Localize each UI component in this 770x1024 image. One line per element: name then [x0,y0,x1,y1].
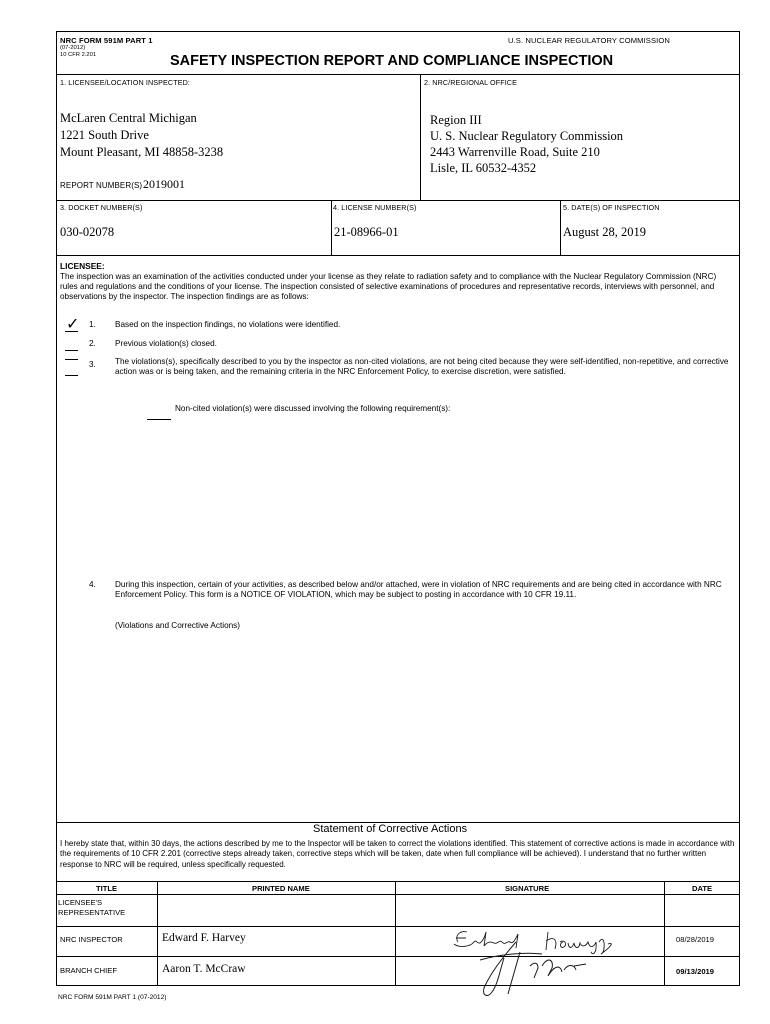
branch-chief-signature [470,936,610,1007]
inspection-intro: The inspection was an examination of the activities conducted under your license as they relate to radiation safety and to compliance with the Nuclear Regulatory Commission (NRC) rules and regulations and the conditions of your license. The inspection consisted of selective examinations of procedures and representative records, interviews with personnel, and observations by the inspector. The inspection findings are as follows: [60,272,717,302]
col-header-signature: SIGNATURE [505,884,550,893]
docket-value: 030-02078 [60,225,115,239]
row-2-date: 08/28/2019 [676,935,715,944]
item-3-number: 3. [89,360,96,369]
row-2-name: Edward F. Harvey [162,932,246,944]
licensee-location-label: 1. LICENSEE/LOCATION INSPECTED: [60,78,190,87]
divider [56,956,740,957]
page-title: SAFETY INSPECTION REPORT AND COMPLIANCE INSPECTION [170,53,614,69]
form-edition: (07-2012) [60,45,86,51]
divider [56,926,740,927]
divider [56,881,740,882]
row-3-title: BRANCH CHIEF [60,966,117,975]
item-2-checkbox[interactable] [65,350,78,351]
inspection-date-label: 5. DATE(S) OF INSPECTION [563,203,660,212]
row-3-date: 09/13/2019 [676,967,715,976]
item-4-number: 4. [89,580,96,589]
docket-label: 3. DOCKET NUMBER(S) [60,203,143,212]
license-number-label: 4. LICENSE NUMBER(S) [333,203,417,212]
corrective-text: I hereby state that, within 30 days, the actions described by me to the Inspector will be taken to correct the violations identified. This statement of corrective actions is made in accordance with the requirements of 10 CFR 2.201 (corrective steps already taken, corrective steps which will be taken, date when full compliance will be achieved). I understand that no further written response to NRC will be required, unless specifically requested. [60,839,735,869]
col-header-date: DATE [692,884,713,893]
agency-name: U.S. NUCLEAR REGULATORY COMMISSION [508,36,670,45]
regional-office-label: 2. NRC/REGIONAL OFFICE [424,78,517,87]
item-3-text: The violations(s), specifically described to you by the inspector as non-cited violations, are not being cited because they were self-identified, non-repetitive, and corrective action was or is being taken, and the remaining criteria in the NRC Enforcement Policy, to exercise discretion, were satisfied. [115,357,729,377]
row-1-title: LICENSEE'S REPRESENTATIVE [58,898,126,917]
item-1-text: Based on the inspection findings, no violations were identified. [115,320,341,329]
form-cfr: 10 CFR 2.201 [60,52,97,58]
non-cited-note: Non-cited violation(s) were discussed involving the following requirement(s): [175,404,451,413]
licensee-line-1: McLaren Central Michigan [60,111,197,125]
divider [664,881,665,986]
footer-form-id: NRC FORM 591M PART 1 (07-2012) [58,994,167,1001]
inspection-date-value: August 28, 2019 [563,225,646,239]
license-number-value: 21-08966-01 [334,225,399,239]
regional-line-3: 2443 Warrenville Road, Suite 210 [430,145,600,159]
item-3-checkbox-line [65,375,78,376]
row-2-title: NRC INSPECTOR [60,935,123,944]
divider [56,255,740,256]
violations-note: (Violations and Corrective Actions) [115,621,240,630]
report-number-value: 2019001 [143,177,185,191]
divider [331,200,332,255]
col-header-title: TITLE [96,884,118,893]
divider [56,200,740,201]
divider [395,881,396,986]
divider [560,200,561,255]
item-3-checkbox[interactable] [65,359,78,360]
row-3-name: Aaron T. McCraw [162,963,246,975]
item-2-text: Previous violation(s) closed. [115,339,217,348]
divider [56,74,740,75]
item-2-number: 2. [89,339,96,348]
item-1-number: 1. [89,320,96,329]
licensee-line-2: 1221 South Drive [60,128,149,142]
licensee-heading: LICENSEE: [60,261,105,271]
divider [56,894,740,895]
regional-line-4: Lisle, IL 60532-4352 [430,161,537,175]
report-number-label: REPORT NUMBER(S) [60,181,143,190]
regional-line-2: U. S. Nuclear Regulatory Commission [430,129,624,143]
item-4-text: During this inspection, certain of your activities, as described below and/or attached, were in violation of NRC requirements and are being cited in accordance with NRC Enforcement Policy. This form is a NOTICE OF VIOLATION, which may be subject to posting in accordance with 10 CFR 19.11. [115,580,722,600]
corrective-heading: Statement of Corrective Actions [313,823,468,835]
regional-line-1: Region III [430,113,482,127]
col-header-name: PRINTED NAME [252,884,310,893]
item-1-checkmark: ✓ [66,316,80,333]
divider [420,74,421,200]
divider [157,881,158,986]
non-cited-blank[interactable] [147,419,171,420]
form-id: NRC FORM 591M PART 1 [60,36,153,45]
licensee-line-3: Mount Pleasant, MI 48858-3238 [60,145,224,159]
